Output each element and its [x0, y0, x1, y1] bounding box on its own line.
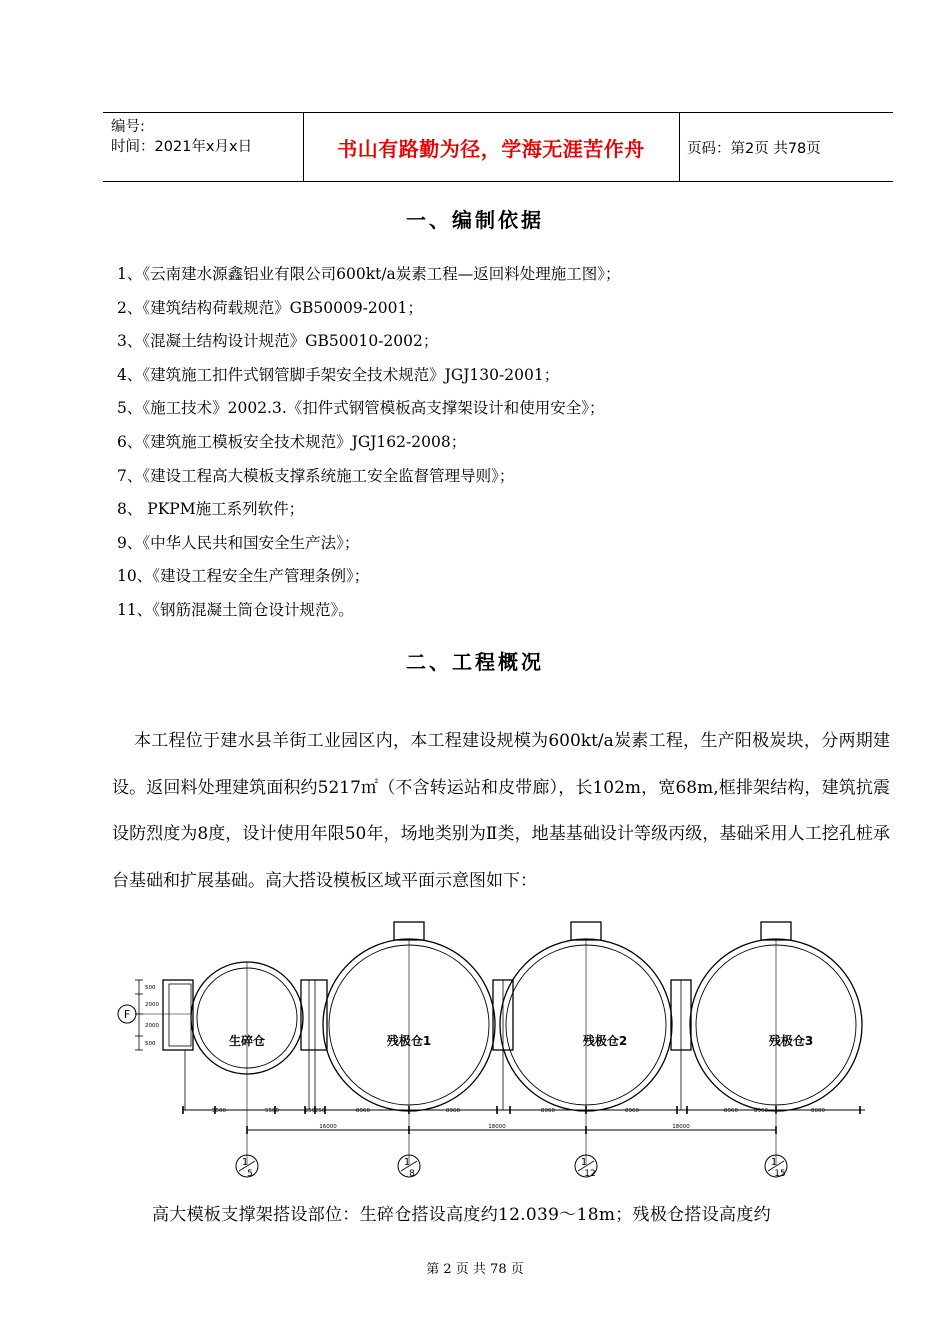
project-overview-paragraph: 本工程位于建水县羊街工业园区内，本工程建设规模为600kt/a炭素工程，生产阳极炭块，分两期建设。返回料处理建筑面积约5217㎡（不含转运站和皮带廊），长102m，宽68m,框排架结构，建筑抗震设防烈度为8度，设计使用年限50年，场地类别为Ⅱ类，地基基础设计等级丙级，基础采用人工挖孔桩承台基础和扩展基础。高大搭设模板区域平面示意图如下： — [112, 731, 890, 891]
dim-text: 18000 — [488, 1124, 506, 1130]
reference-item: 3、《混凝土结构设计规范》GB50010-2002； — [117, 332, 439, 351]
axis-number: 8 — [409, 1169, 415, 1179]
page-header — [103, 112, 893, 182]
silo-label: 生碎仓 — [228, 1034, 266, 1048]
silo-label: 残极仓3 — [768, 1034, 814, 1048]
number-label: 编号: — [111, 119, 145, 135]
reference-item: 5、《施工技术》2002.3.《扣件式钢管模板高支撑架设计和使用安全》； — [117, 399, 605, 418]
reference-list — [117, 262, 621, 632]
dim-text: 500 — [145, 1041, 156, 1047]
dim-text: 500 — [145, 985, 156, 991]
reference-item: 9、《中华人民共和国安全生产法》； — [117, 533, 360, 552]
plan-drawing — [115, 914, 885, 1186]
dim-text: 2000 — [145, 1002, 159, 1008]
silo-label: 残极仓1 — [386, 1034, 432, 1048]
header-motto: 书山有路勤为径，学海无涯苦作舟 — [337, 136, 645, 161]
dim-text: 16000 — [319, 1124, 337, 1130]
dim-text: 8960 — [446, 1108, 460, 1114]
section2-title: 二、工程概况 — [406, 650, 544, 674]
reference-item: 10、《建设工程安全生产管理条例》； — [117, 567, 370, 586]
reference-item: 1、《云南建水源鑫铝业有限公司600kt/a炭素工程—返回料处理施工图》； — [117, 265, 621, 283]
axis-number: 1 — [241, 1157, 249, 1168]
reference-item: 4、《建筑施工扣件式钢管脚手架安全技术规范》JGJ130-2001； — [117, 365, 560, 384]
dim-text: 250 — [304, 1108, 316, 1114]
reference-item: 6、《建筑施工模板安全技术规范》JGJ162-2008； — [117, 432, 467, 451]
support-height-paragraph: 高大模板支撑架搭设部位：生碎仓搭设高度约12.039～18m；残极仓搭设高度约 — [152, 1205, 771, 1225]
axis-number: 5 — [247, 1169, 253, 1179]
dim-text: 18000 — [672, 1124, 690, 1130]
silo-label: 残极仓2 — [582, 1034, 628, 1048]
axis-number: 1 — [403, 1157, 411, 1168]
dim-text: 8960 — [356, 1108, 370, 1114]
dim-text: 8000 — [811, 1108, 825, 1114]
dim-text: 8960 — [625, 1108, 639, 1114]
reference-item: 2、《建筑结构荷载规范》GB50009-2001； — [117, 298, 423, 317]
header-divider — [679, 113, 680, 181]
dim-text: 8960 — [541, 1108, 555, 1114]
reference-item: 7、《建设工程高大模板支撑系统施工安全监督管理导则》； — [117, 466, 515, 485]
time-label: 时间：2021年x月x日 — [111, 139, 253, 155]
header-left — [111, 117, 252, 157]
dim-text: 5500 — [265, 1108, 279, 1114]
axis-number: 1 — [770, 1157, 778, 1168]
axis-label-f: F — [123, 1008, 131, 1021]
axis-number: 15 — [774, 1169, 786, 1179]
axis-number: 12 — [584, 1169, 596, 1179]
dim-text: 2000 — [145, 1023, 159, 1029]
dim-text: 8960 — [724, 1108, 738, 1114]
reference-item: 11、《钢筋混凝土筒仓设计规范》。 — [117, 600, 354, 619]
dim-text: 250 — [314, 1108, 326, 1114]
dim-text: 5500 — [212, 1108, 226, 1114]
axis-number: 1 — [580, 1157, 588, 1168]
page-footer: 第 2 页 共 78 页 — [426, 1262, 524, 1277]
reference-item: 8、 PKPM施工系列软件； — [117, 500, 305, 519]
header-page-label: 页码：第2页 共78页 — [687, 140, 821, 157]
section1-title: 一、编制依据 — [406, 208, 544, 232]
dim-text: 8960 — [754, 1108, 768, 1114]
